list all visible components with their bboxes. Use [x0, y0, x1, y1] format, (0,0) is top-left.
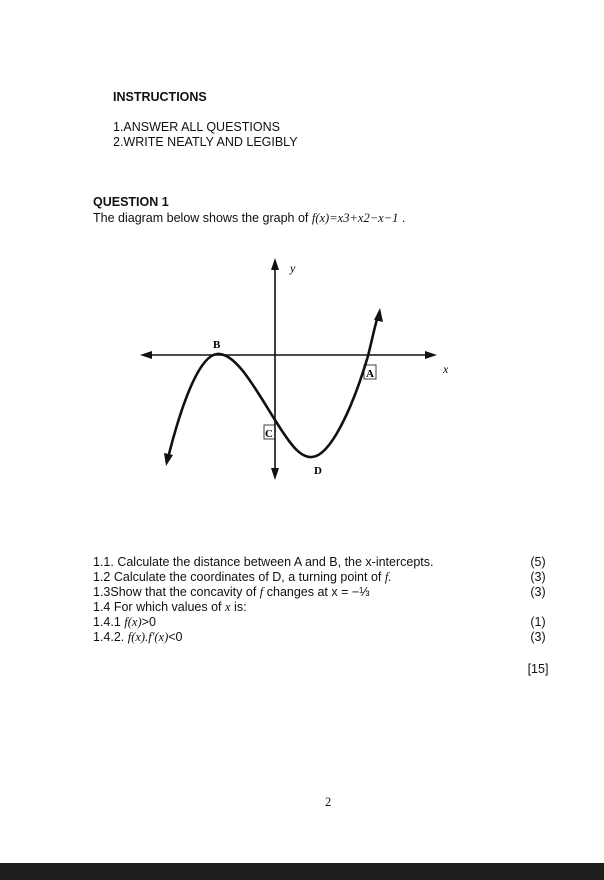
question-intro-end: .	[398, 211, 406, 225]
point-label-b: B	[213, 339, 221, 351]
subquestion-1-2	[93, 570, 391, 585]
x-axis-label: x	[443, 362, 449, 376]
question-intro-text: The diagram below shows the graph of	[93, 211, 312, 225]
subquestion-1-4-2	[93, 630, 183, 645]
marks-1-4-1: (1)	[530, 615, 546, 629]
subquestion-suffix: <0	[168, 630, 183, 644]
point-label-c: C	[265, 428, 273, 440]
subquestion-math: f	[259, 585, 264, 599]
total-marks: [15]	[527, 662, 549, 676]
instructions-heading: INSTRUCTIONS	[113, 90, 207, 104]
question-heading: QUESTION 1	[93, 195, 169, 209]
x-axis-left-arrow	[140, 351, 152, 359]
subquestion-math: x	[225, 600, 231, 614]
point-label-a: A	[366, 368, 374, 380]
instruction-item-1: 1.ANSWER ALL QUESTIONS	[113, 120, 280, 134]
subquestion-text: 1.2 Calculate the coordinates of D, a turning point of	[93, 570, 385, 584]
subquestion-math: f(x).f'(x)	[127, 630, 169, 644]
instruction-item-2: 2.WRITE NEATLY AND LEGIBLY	[113, 135, 298, 149]
x-axis-right-arrow	[425, 351, 437, 359]
subquestion-text: 1.4 For which values of	[93, 600, 226, 614]
subquestion-1-4	[93, 600, 247, 615]
curve-end-arrow-bottom	[164, 453, 173, 466]
function-expression: f(x)=x3+x2−x−1	[311, 211, 399, 225]
y-axis-up-arrow	[271, 258, 279, 270]
page-number: 2	[325, 795, 332, 809]
point-label-d: D	[314, 465, 322, 477]
subquestion-1-4-1	[93, 615, 156, 630]
function-curve	[168, 316, 378, 458]
subquestion-1-1	[93, 555, 434, 570]
subquestion-math: f(x)	[124, 615, 142, 629]
subquestion-suffix: >0	[141, 615, 156, 629]
marks-1-1: (5)	[530, 555, 546, 569]
subquestion-math: f.	[384, 570, 392, 584]
y-axis-label: y	[290, 261, 296, 275]
marks-1-3: (3)	[530, 585, 546, 599]
subquestion-text: 1.1. Calculate the distance between A and B, the x-intercepts.	[93, 555, 434, 569]
curve-end-arrow-top	[374, 308, 383, 322]
subquestion-1-3	[93, 585, 370, 600]
marks-1-4-2: (3)	[530, 630, 546, 644]
subquestion-text: 1.3Show that the concavity of	[93, 585, 260, 599]
subquestion-suffix: changes at x = −⅓	[263, 585, 370, 599]
subquestion-text: 1.4.1	[93, 615, 125, 629]
subquestion-suffix: is:	[230, 600, 247, 614]
subquestion-text: 1.4.2.	[93, 630, 128, 644]
y-axis-down-arrow	[271, 468, 279, 480]
marks-1-2: (3)	[530, 570, 546, 584]
bottom-bar	[0, 863, 604, 880]
